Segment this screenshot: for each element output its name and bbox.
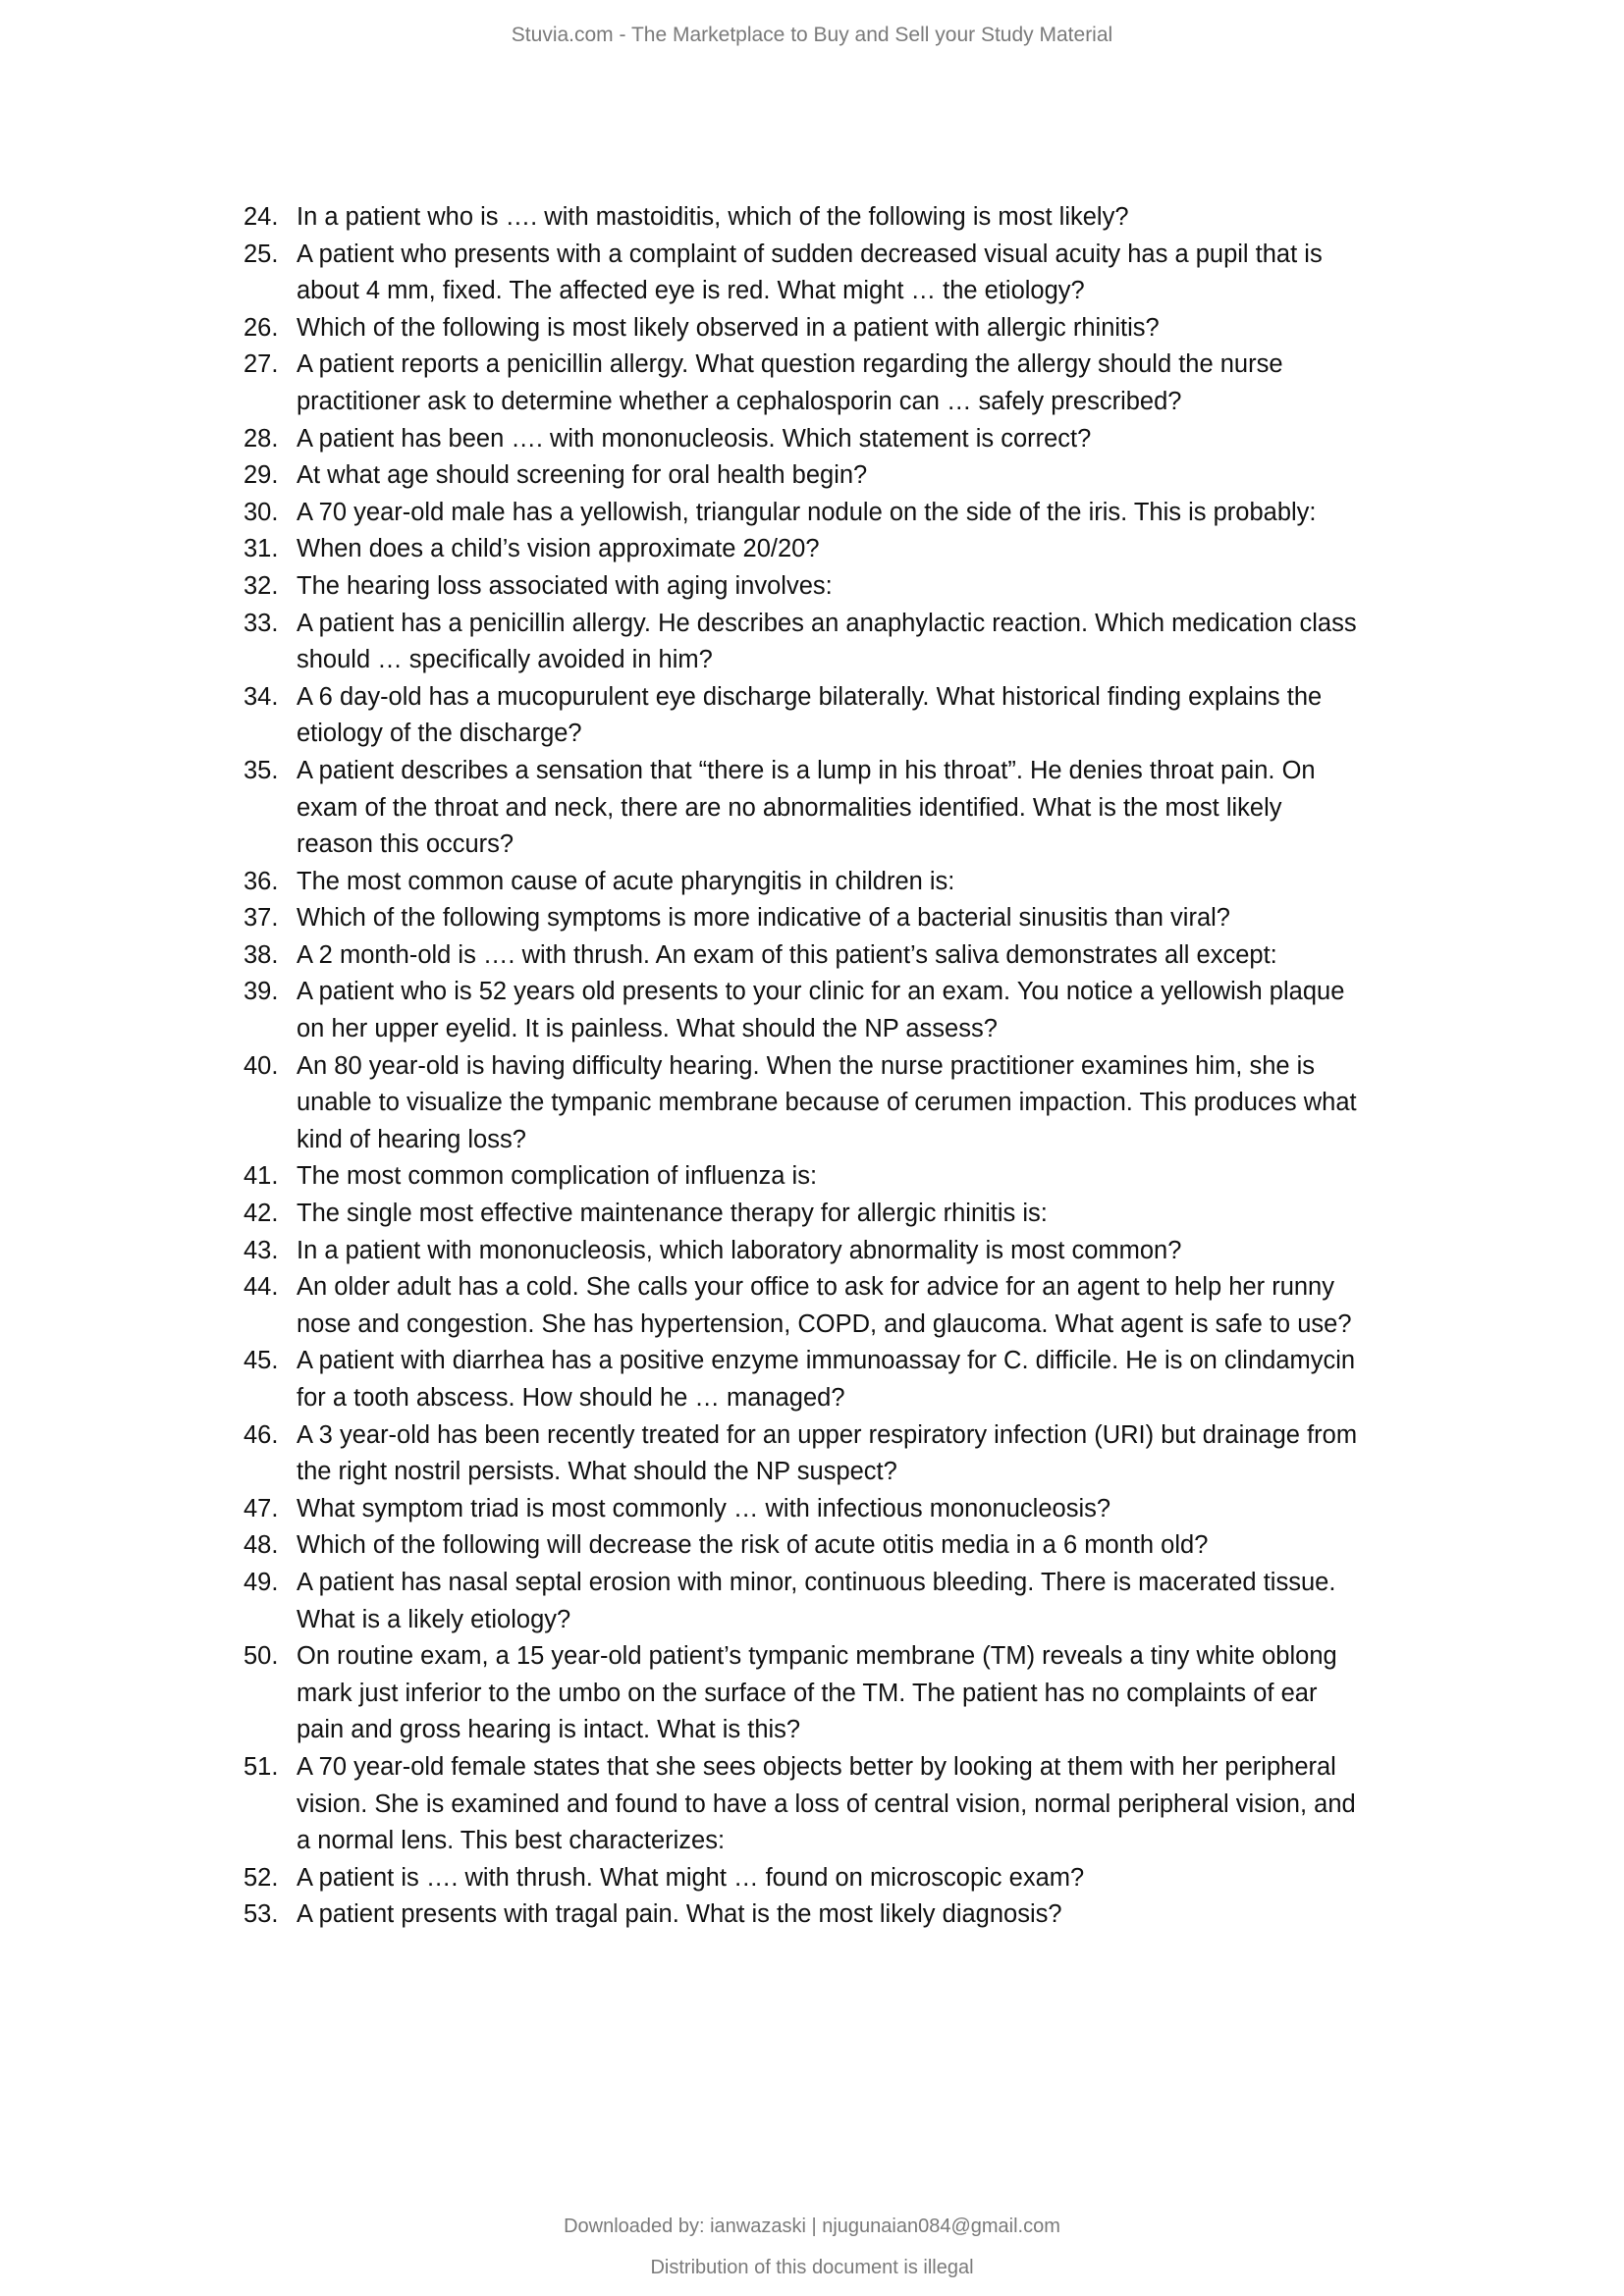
question-text bbox=[297, 1860, 1520, 1897]
question-item bbox=[244, 1491, 1520, 1528]
question-text-line: The single most effective maintenance therapy for allergic rhinitis is: bbox=[297, 1200, 1048, 1228]
question-text-line: A patient describes a sensation that “there is a lump in his throat”. He denies throat pain. On bbox=[297, 756, 1316, 784]
question-text bbox=[297, 310, 1520, 347]
question-text-line: The most common cause of acute pharyngitis in children is: bbox=[297, 867, 955, 895]
question-text-line: In a patient who is …. with mastoiditis, which of the following is most likely? bbox=[297, 203, 1129, 231]
question-text-line: A patient has a penicillin allergy. He describes an anaphylactic reaction. Which medication class bbox=[297, 609, 1357, 637]
question-text-line: The most common complication of influenza is: bbox=[297, 1162, 818, 1191]
question-item bbox=[244, 237, 1520, 310]
question-text bbox=[297, 900, 1520, 937]
question-text bbox=[297, 1491, 1520, 1528]
question-item bbox=[244, 457, 1520, 495]
question-text-line: A patient who presents with a complaint of sudden decreased visual acuity has a pupil that is bbox=[297, 240, 1323, 268]
question-item bbox=[244, 1048, 1520, 1159]
question-text-line: A 3 year-old has been recently treated for an upper respiratory infection (URI) but drainage from bbox=[297, 1420, 1358, 1449]
question-text-line: exam of the throat and neck, there are no abnormalities identified. What is the most likely bbox=[297, 793, 1282, 822]
question-item bbox=[244, 1196, 1520, 1233]
question-text bbox=[297, 1269, 1520, 1343]
question-text-line: A patient with diarrhea has a positive enzyme immunoassay for C. difficile. He is on clindamycin bbox=[297, 1347, 1356, 1375]
question-text-line: kind of hearing loss? bbox=[297, 1125, 526, 1153]
question-number: 52. bbox=[244, 1863, 279, 1892]
question-text-line: pain and gross hearing is intact. What is this? bbox=[297, 1716, 801, 1744]
question-item bbox=[244, 606, 1520, 679]
question-text-line: A 70 year-old female states that she sees objects better by looking at them with her peripheral bbox=[297, 1752, 1336, 1781]
question-text bbox=[297, 1048, 1520, 1159]
question-number: 32. bbox=[244, 571, 279, 600]
question-text-line: An older adult has a cold. She calls your office to ask for advice for an agent to help her runny bbox=[297, 1273, 1334, 1302]
question-number: 49. bbox=[244, 1568, 279, 1596]
question-text bbox=[297, 457, 1520, 495]
question-item bbox=[244, 1233, 1520, 1270]
question-text-line: A 2 month-old is …. with thrush. An exam of this patient’s saliva demonstrates all except: bbox=[297, 940, 1277, 969]
question-text bbox=[297, 1749, 1520, 1860]
question-text-line: At what age should screening for oral health begin? bbox=[297, 461, 868, 490]
question-text bbox=[297, 1196, 1520, 1233]
question-item bbox=[244, 421, 1520, 458]
question-text-line: for a tooth abscess. How should he … managed? bbox=[297, 1384, 845, 1412]
question-text-line: A patient reports a penicillin allergy. What question regarding the allergy should the nurse bbox=[297, 350, 1283, 379]
question-text-line: a normal lens. This best characterizes: bbox=[297, 1827, 726, 1855]
question-number: 47. bbox=[244, 1494, 279, 1522]
question-item bbox=[244, 1269, 1520, 1343]
question-text-line: unable to visualize the tympanic membrane because of cerumen impaction. This produces what bbox=[297, 1089, 1357, 1117]
question-item bbox=[244, 495, 1520, 532]
question-text bbox=[297, 568, 1520, 606]
question-text-line: A patient is …. with thrush. What might … found on microscopic exam? bbox=[297, 1863, 1085, 1892]
question-text bbox=[297, 495, 1520, 532]
question-number: 38. bbox=[244, 940, 279, 969]
question-number: 44. bbox=[244, 1273, 279, 1302]
question-item bbox=[244, 568, 1520, 606]
question-number: 27. bbox=[244, 350, 279, 379]
question-number: 28. bbox=[244, 424, 279, 453]
question-number: 30. bbox=[244, 498, 279, 526]
question-text-line: A patient has nasal septal erosion with minor, continuous bleeding. There is macerated tissue. bbox=[297, 1568, 1336, 1596]
question-text-line: should … specifically avoided in him? bbox=[297, 646, 713, 674]
question-text bbox=[297, 1638, 1520, 1749]
question-text-line: about 4 mm, fixed. The affected eye is red. What might … the etiology? bbox=[297, 277, 1085, 305]
question-text bbox=[297, 347, 1520, 420]
question-list bbox=[244, 199, 1520, 1934]
question-item bbox=[244, 1638, 1520, 1749]
question-text-line: In a patient with mononucleosis, which laboratory abnormality is most common? bbox=[297, 1236, 1182, 1264]
question-item bbox=[244, 310, 1520, 347]
question-text-line: practitioner ask to determine whether a cephalosporin can … safely prescribed? bbox=[297, 387, 1182, 415]
question-text-line: Which of the following will decrease the risk of acute otitis media in a 6 month old? bbox=[297, 1531, 1209, 1560]
question-text-line: When does a child’s vision approximate 20/20? bbox=[297, 535, 820, 563]
question-item bbox=[244, 937, 1520, 975]
question-text-line: A patient presents with tragal pain. What is the most likely diagnosis? bbox=[297, 1900, 1062, 1929]
question-number: 35. bbox=[244, 756, 279, 784]
question-number: 25. bbox=[244, 240, 279, 268]
question-text bbox=[297, 974, 1520, 1047]
question-item bbox=[244, 199, 1520, 237]
question-item bbox=[244, 1527, 1520, 1565]
question-item bbox=[244, 864, 1520, 901]
question-number: 51. bbox=[244, 1752, 279, 1781]
question-text-line: reason this occurs? bbox=[297, 830, 514, 859]
question-text-line: on her upper eyelid. It is painless. What should the NP assess? bbox=[297, 1015, 998, 1043]
question-text-line: A patient who is 52 years old presents to your clinic for an exam. You notice a yellowish plaque bbox=[297, 978, 1345, 1006]
question-text-line: What is a likely etiology? bbox=[297, 1605, 571, 1633]
question-number: 31. bbox=[244, 535, 279, 563]
question-text bbox=[297, 753, 1520, 864]
question-text-line: Which of the following is most likely observed in a patient with allergic rhinitis? bbox=[297, 313, 1160, 342]
question-text-line: A 6 day-old has a mucopurulent eye discharge bilaterally. What historical finding explains the bbox=[297, 682, 1323, 711]
question-item bbox=[244, 531, 1520, 568]
question-text-line: On routine exam, a 15 year-old patient’s tympanic membrane (TM) reveals a tiny white oblong bbox=[297, 1642, 1337, 1671]
question-item bbox=[244, 1565, 1520, 1638]
question-text bbox=[297, 421, 1520, 458]
question-number: 46. bbox=[244, 1420, 279, 1449]
question-text bbox=[297, 199, 1520, 237]
question-number: 29. bbox=[244, 461, 279, 490]
question-number: 24. bbox=[244, 203, 279, 231]
question-text bbox=[297, 531, 1520, 568]
question-text-line: the right nostril persists. What should the NP suspect? bbox=[297, 1458, 897, 1486]
question-item bbox=[244, 1896, 1520, 1934]
question-text bbox=[297, 864, 1520, 901]
question-text bbox=[297, 1896, 1520, 1934]
question-number: 26. bbox=[244, 313, 279, 342]
distribution-notice: Distribution of this document is illegal bbox=[650, 2257, 974, 2278]
question-text-line: The hearing loss associated with aging involves: bbox=[297, 571, 833, 600]
question-text bbox=[297, 1233, 1520, 1270]
question-item bbox=[244, 679, 1520, 753]
question-text bbox=[297, 1565, 1520, 1638]
question-number: 36. bbox=[244, 867, 279, 895]
question-number: 53. bbox=[244, 1900, 279, 1929]
question-text-line: Which of the following symptoms is more indicative of a bacterial sinusitis than viral? bbox=[297, 904, 1230, 933]
question-number: 45. bbox=[244, 1347, 279, 1375]
question-item bbox=[244, 1417, 1520, 1491]
question-item bbox=[244, 1749, 1520, 1860]
question-item bbox=[244, 347, 1520, 420]
question-number: 37. bbox=[244, 904, 279, 933]
question-number: 42. bbox=[244, 1200, 279, 1228]
question-text bbox=[297, 1158, 1520, 1196]
question-number: 33. bbox=[244, 609, 279, 637]
question-text bbox=[297, 679, 1520, 753]
question-item bbox=[244, 974, 1520, 1047]
question-number: 43. bbox=[244, 1236, 279, 1264]
question-number: 40. bbox=[244, 1051, 279, 1080]
question-number: 50. bbox=[244, 1642, 279, 1671]
question-text bbox=[297, 237, 1520, 310]
question-text-line: What symptom triad is most commonly … with infectious mononucleosis? bbox=[297, 1494, 1111, 1522]
downloaded-by-footer: Downloaded by: ianwazaski | njugunaian084@gmail.com bbox=[564, 2216, 1060, 2237]
question-number: 41. bbox=[244, 1162, 279, 1191]
question-text-line: mark just inferior to the umbo on the surface of the TM. The patient has no complaints of ear bbox=[297, 1679, 1318, 1707]
question-text-line: A patient has been …. with mononucleosis. Which statement is correct? bbox=[297, 424, 1092, 453]
question-item bbox=[244, 1343, 1520, 1416]
question-text-line: A 70 year-old male has a yellowish, triangular nodule on the side of the iris. This is probably: bbox=[297, 498, 1317, 526]
question-item bbox=[244, 1158, 1520, 1196]
question-text-line: nose and congestion. She has hypertension, COPD, and glaucoma. What agent is safe to use? bbox=[297, 1309, 1352, 1338]
question-text bbox=[297, 1527, 1520, 1565]
question-text bbox=[297, 1417, 1520, 1491]
question-text-line: etiology of the discharge? bbox=[297, 720, 582, 748]
question-number: 34. bbox=[244, 682, 279, 711]
question-text-line: vision. She is examined and found to have a loss of central vision, normal peripheral vision, and bbox=[297, 1789, 1356, 1818]
watermark-header: Stuvia.com - The Marketplace to Buy and Sell your Study Material bbox=[511, 24, 1113, 46]
question-item bbox=[244, 753, 1520, 864]
question-text-line: An 80 year-old is having difficulty hearing. When the nurse practitioner examines him, she is bbox=[297, 1051, 1316, 1080]
question-text bbox=[297, 1343, 1520, 1416]
question-item bbox=[244, 900, 1520, 937]
question-item bbox=[244, 1860, 1520, 1897]
question-text bbox=[297, 937, 1520, 975]
question-number: 48. bbox=[244, 1531, 279, 1560]
question-number: 39. bbox=[244, 978, 279, 1006]
question-text bbox=[297, 606, 1520, 679]
